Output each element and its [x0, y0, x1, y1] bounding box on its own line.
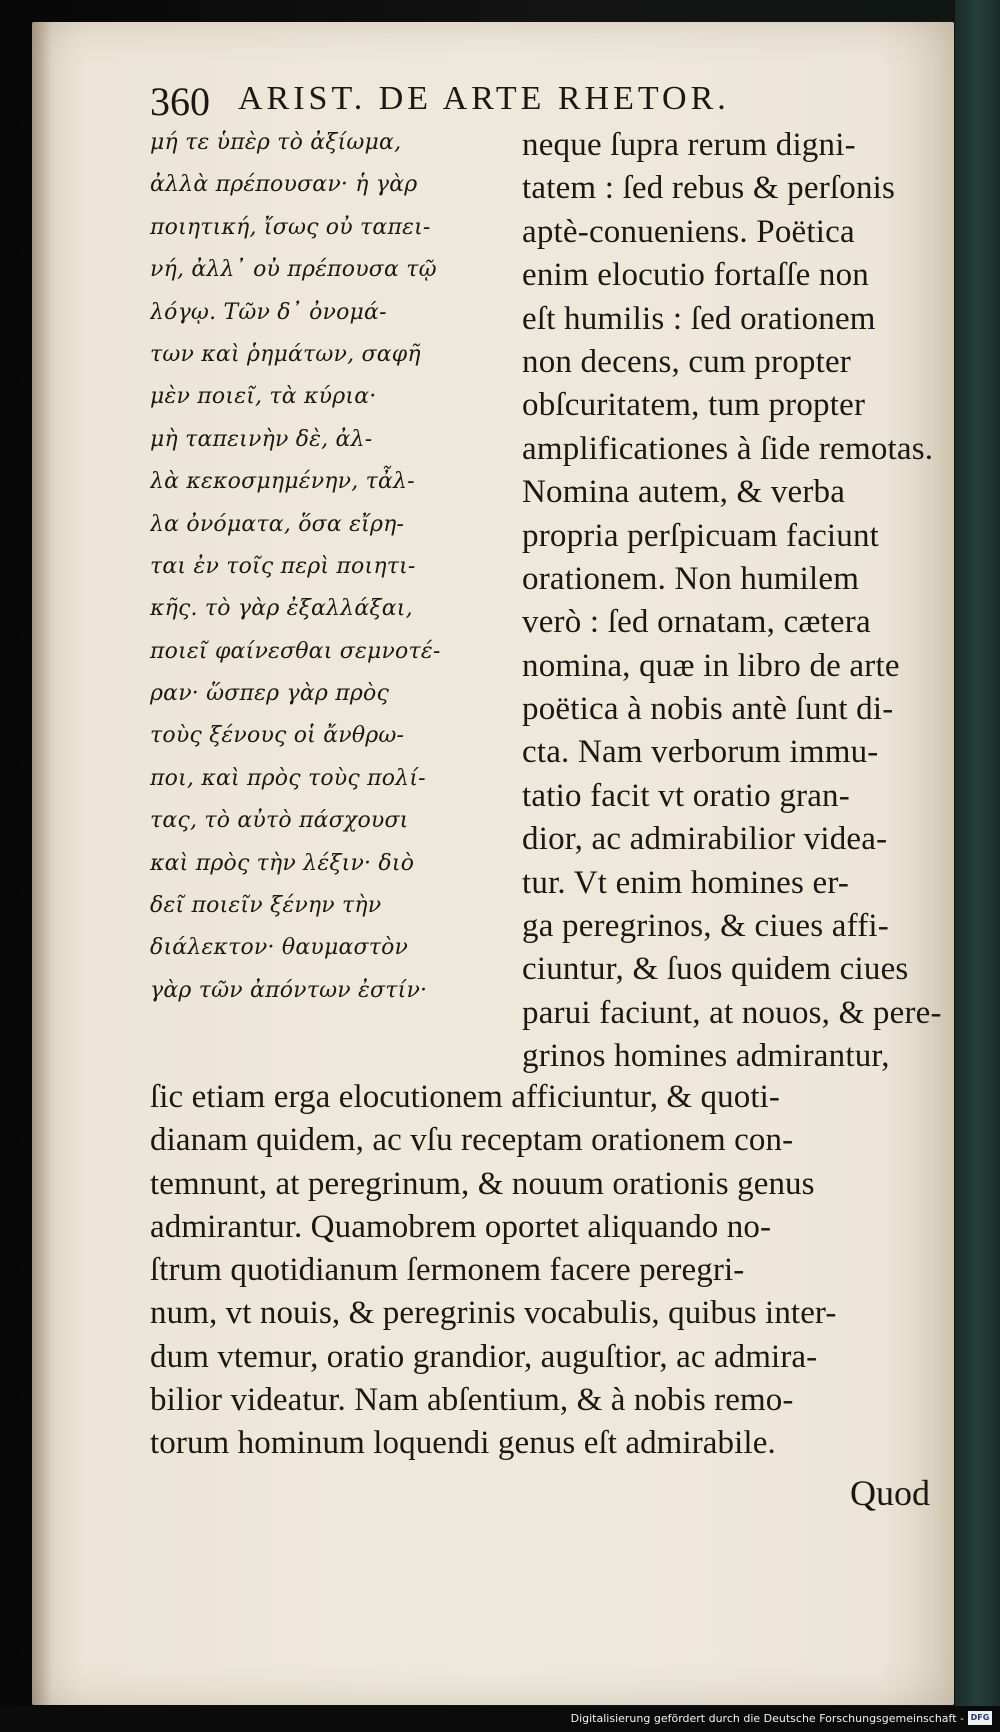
latin-text-line: ſtrum quotidianum ſermonem facere peregri-	[150, 1252, 745, 1289]
greek-text-line: κῆς. τὸ γὰρ ἐξαλλάξαι,	[150, 596, 413, 622]
latin-text-line: neque ſupra rerum digni-	[522, 127, 856, 163]
greek-text-line: δεῖ ποιεῖν ξένην τὴν	[150, 893, 382, 919]
book-cover-edge	[955, 0, 1000, 1732]
latin-text-line: Nomina autem, & verba	[522, 474, 846, 511]
greek-text-line: ἀλλὰ πρέπουσαν· ἡ γὰρ	[150, 172, 418, 198]
greek-text-line: νή, ἀλλ᾽ οὐ πρέπουσα τῷ	[150, 257, 437, 283]
greek-text-line: ποι, καὶ πρὸς τοὺς πολί-	[150, 765, 426, 791]
latin-text-column	[522, 124, 958, 1079]
latin-text-line: nomina, quæ in libro de arte	[522, 647, 900, 684]
latin-text-line: ga peregrinos, & ciues affi-	[522, 908, 889, 945]
latin-text-line: dum vtemur, oratio grandior, auguſtior, ac admira-	[150, 1338, 818, 1375]
latin-text-line: admirantur. Quamobrem oportet aliquando no-	[150, 1208, 772, 1245]
greek-text-line: ραν· ὥσπερ γὰρ πρὸς	[150, 681, 389, 707]
greek-text-line: μὴ ταπεινὴν δὲ, ἀλ-	[150, 426, 373, 452]
latin-text-line: bilior videatur. Nam abſentium, & à nobis remo-	[150, 1382, 794, 1419]
greek-text-line: ποιητική, ἴσως οὐ ταπει-	[150, 214, 431, 240]
latin-text-line: non decens, cum propter	[522, 343, 851, 380]
latin-text-line: dianam quidem, ac vſu receptam orationem con-	[150, 1122, 794, 1159]
greek-text-line: λα ὀνόματα, ὅσα εἴρη-	[150, 511, 405, 537]
latin-text-line: aptè-conueniens. Poëtica	[522, 213, 855, 250]
latin-text-line: torum hominum loquendi genus eſt admirabile.	[150, 1425, 776, 1462]
page-gutter-shadow	[32, 22, 52, 1705]
greek-text-line: ποιεῖ φαίνεσθαι σεμνοτέ-	[150, 638, 441, 664]
greek-text-line: μὲν ποιεῖ, τὰ κύρια·	[150, 384, 377, 410]
latin-text-line: tatem : ſed rebus & perſonis	[522, 170, 896, 207]
latin-text-line: ciuntur, & ſuos quidem ciues	[522, 951, 909, 988]
latin-text-line: parui faciunt, at nouos, & pere-	[522, 994, 942, 1031]
greek-text-column	[150, 122, 502, 1012]
latin-text-line: orationem. Non humilem	[522, 560, 860, 597]
latin-text-line: grinos homines admirantur,	[522, 1038, 890, 1075]
latin-text-line: amplificationes à ſide remotas.	[522, 430, 934, 467]
greek-text-line: τας, τὸ αὐτὸ πάσχουσι	[150, 808, 409, 834]
latin-text-line: propria perſpicuam faciunt	[522, 517, 880, 554]
greek-text-line: λὰ κεκοσμημένην, τἆλ-	[150, 469, 415, 495]
greek-text-line: διάλεκτον· θαυμαστὸν	[150, 935, 409, 961]
page-header	[150, 78, 860, 124]
catchword: Quod	[850, 1473, 930, 1513]
latin-text-line: ſic etiam erga elocutionem afficiuntur, & quoti-	[150, 1079, 780, 1115]
running-title: ARIST. DE ARTE RHETOR.	[238, 80, 730, 117]
greek-text-line: ται ἐν τοῖς περὶ ποιητι-	[150, 553, 416, 579]
digitization-credit: Digitalisierung gefördert durch die Deutsche Forschungsgemeinschaft -	[570, 1712, 964, 1725]
page-number: 360	[150, 79, 210, 124]
greek-text-line: μή τε ὑπὲρ τὸ ἀξίωμα,	[150, 130, 402, 155]
latin-text-line: tatio facit vt oratio gran-	[522, 777, 850, 814]
greek-text-line: καὶ πρὸς τὴν λέξιν· διὸ	[150, 850, 415, 876]
latin-text-line: cta. Nam verborum immu-	[522, 734, 879, 771]
greek-text-line: γὰρ τῶν ἀπόντων ἐστίν·	[150, 977, 428, 1003]
full-width-text-block	[150, 1076, 955, 1466]
latin-text-line: temnunt, at peregrinum, & nouum orationis genus	[150, 1165, 815, 1202]
greek-text-line: τοὺς ξένους οἱ ἄνθρω-	[150, 723, 405, 749]
latin-text-line: dior, ac admirabilior videa-	[522, 821, 888, 858]
latin-text-line: enim elocutio fortaſſe non	[522, 257, 870, 294]
latin-text-line: tur. Vt enim homines er-	[522, 864, 850, 901]
latin-text-line: eſt humilis : ſed orationem	[522, 300, 876, 337]
greek-text-line: των καὶ ῥημάτων, σαφῆ	[150, 341, 421, 367]
greek-text-line: λόγῳ. Τῶν δ᾽ ὀνομά-	[150, 299, 387, 325]
latin-text-line: obſcuritatem, tum propter	[522, 387, 866, 424]
latin-text-line: verò : ſed ornatam, cætera	[522, 604, 871, 641]
dfg-logo: DFG	[968, 1711, 992, 1725]
latin-text-line: poëtica à nobis antè ſunt di-	[522, 691, 894, 728]
latin-text-line: num, vt nouis, & peregrinis vocabulis, quibus inter-	[150, 1295, 837, 1332]
